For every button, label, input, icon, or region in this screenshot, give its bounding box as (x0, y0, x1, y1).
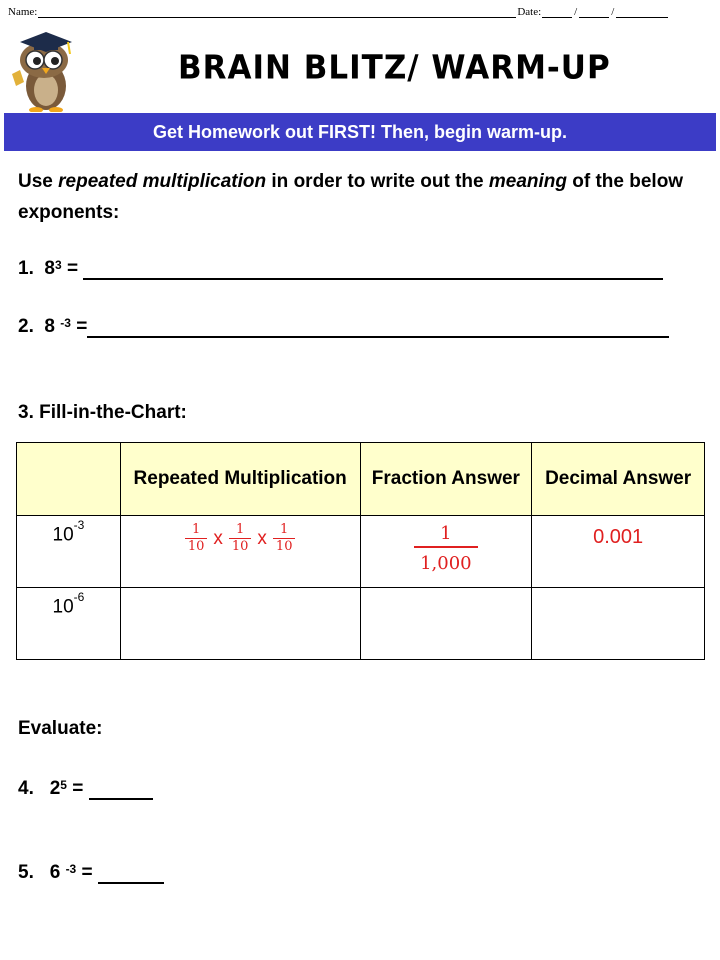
instruction-banner: Get Homework out FIRST! Then, begin warm-up. (4, 113, 716, 151)
answer-line-4[interactable] (89, 780, 153, 800)
answer-line-2[interactable] (87, 318, 669, 338)
name-blank[interactable] (38, 6, 516, 18)
date-month-blank[interactable] (542, 6, 572, 18)
directions-text: Use repeated multiplication in order to write out the meaning of the below exponents: (18, 171, 684, 223)
fraction: $\frac{1}{10}$ (273, 522, 296, 555)
header-decimal-answer: Decimal Answer (532, 443, 705, 516)
answer-line-1[interactable] (83, 260, 663, 280)
name-date-line (8, 6, 712, 18)
page-title: BRAIN BLITZ/ WARM-UP (178, 49, 611, 87)
row-exponent-label: $10^{-3}$ (17, 516, 121, 588)
chart-corner-cell (17, 443, 121, 516)
problem-4: 4. 2 $^5$ = (18, 778, 153, 800)
owl-teacher-mascot-icon (6, 26, 80, 112)
fraction: $\frac{1}{10}$ (229, 522, 252, 555)
name-label: Name: (8, 6, 38, 18)
header-repeated-multiplication: Repeated Multiplication (120, 443, 360, 516)
fraction-answer-cell[interactable] (360, 516, 532, 588)
date-day-blank[interactable] (579, 6, 609, 18)
chart-header-row (17, 443, 705, 516)
table-row (17, 516, 705, 588)
problem-1: 1. 8 $^3$ = (18, 258, 663, 280)
row-exponent-label: $10^{-6}$ (17, 588, 121, 660)
problem-2: 2. 8 $^{-3}$ = (18, 316, 669, 338)
decimal-answer-cell[interactable]: 0.001 (532, 516, 705, 588)
evaluate-heading: Evaluate: (18, 718, 103, 739)
table-row (17, 588, 705, 660)
problem-3-label: 3. Fill-in-the-Chart: (18, 402, 187, 423)
repeated-multiplication-cell[interactable] (120, 588, 360, 660)
fraction-answer-cell[interactable] (360, 588, 532, 660)
date-label: Date: (517, 6, 542, 18)
date-slash: / (574, 6, 578, 18)
answer-line-5[interactable] (98, 864, 164, 884)
repeated-multiplication-cell[interactable]: $\frac{1}{10}$ x $\frac{1}{10}$ x $\frac{1}{10}$ (120, 516, 360, 588)
header-fraction-answer: Fraction Answer (360, 443, 532, 516)
date-year-blank[interactable] (616, 6, 668, 18)
fraction: $\frac{1}{1,000}$ (414, 522, 478, 576)
decimal-answer-cell[interactable] (532, 588, 705, 660)
problem-5: 5. 6 $^{-3}$ = (18, 862, 164, 884)
fraction: $\frac{1}{10}$ (185, 522, 208, 555)
date-slash: / (611, 6, 615, 18)
exponent-chart (16, 442, 705, 660)
